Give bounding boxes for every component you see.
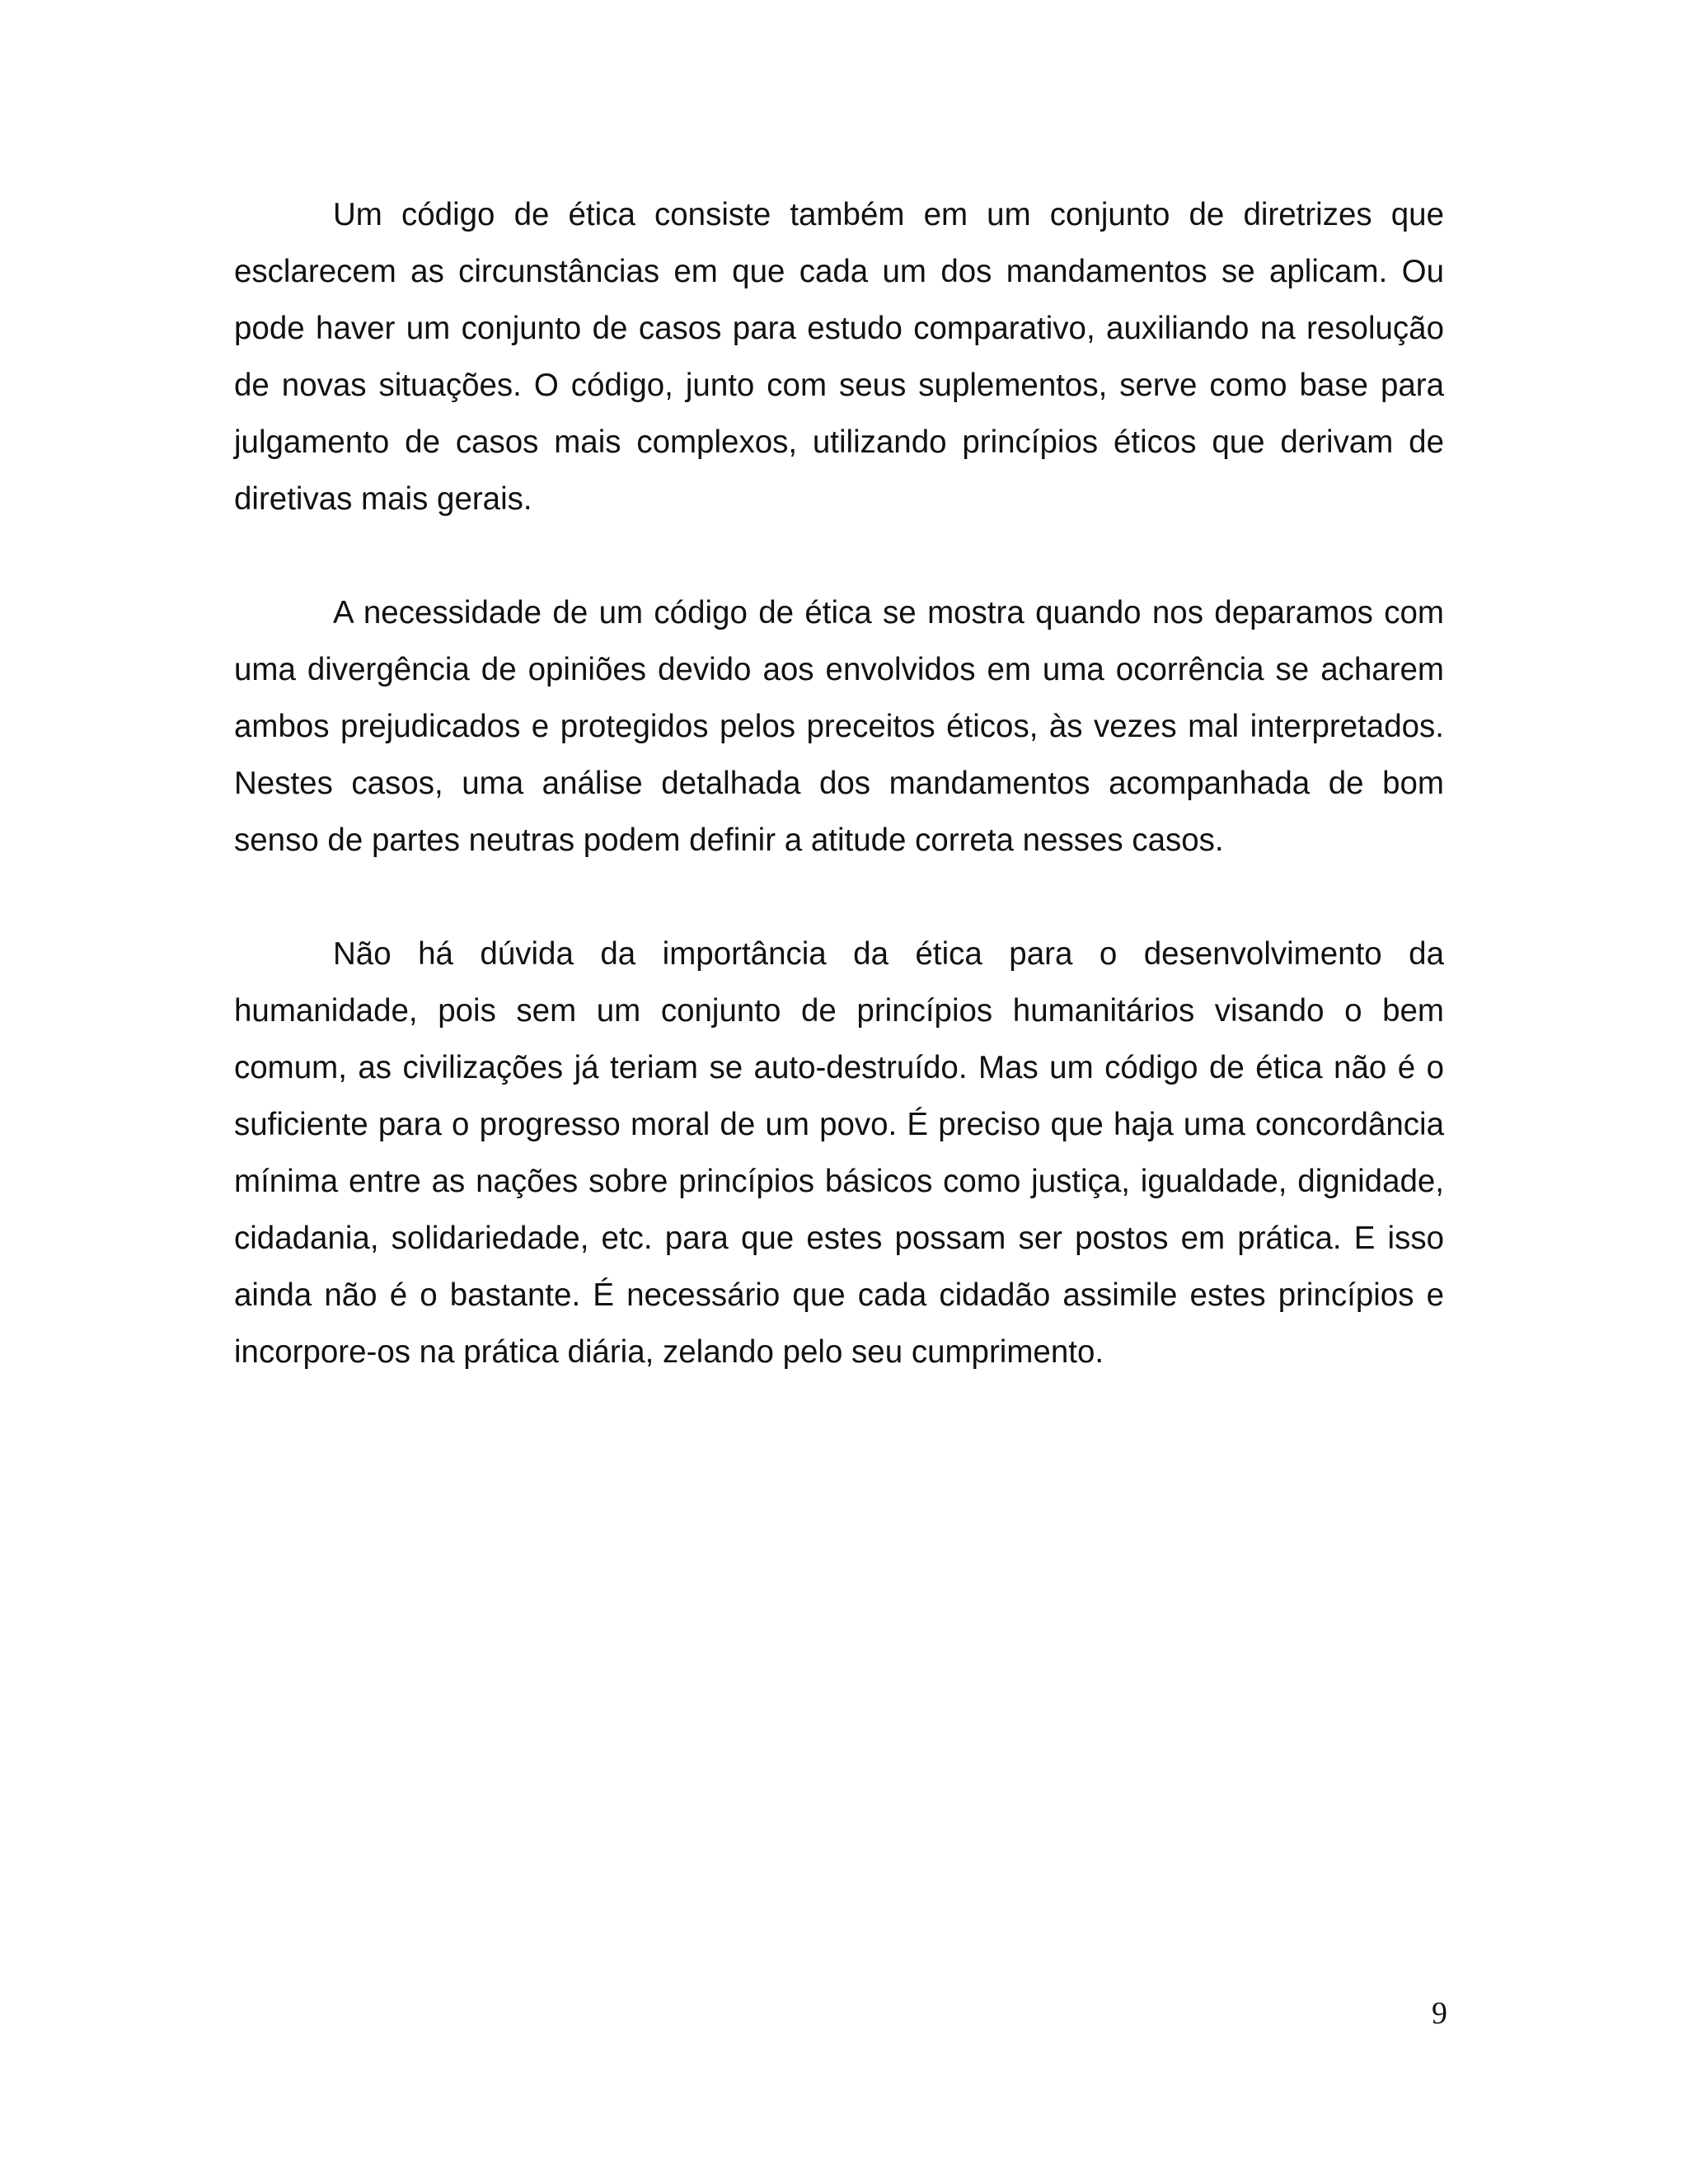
- paragraph-1: Um código de ética consiste também em um conjunto de diretrizes que esclarecem as circunstâncias em que cada um dos mandamentos se aplicam. Ou pode haver um conjunto de casos para estudo comparativo, auxiliando na resolução de novas situações. O código, junto com seus suplementos, serve como base para julgamento de casos mais complexos, utilizando princípios éticos que derivam de diretivas mais gerais.: [234, 197, 1444, 517]
- paragraph-3: Não há dúvida da importância da ética para o desenvolvimento da humanidade, pois sem um conjunto de princípios humanitários visando o bem comum, as civilizações já teriam se auto-destruído. Mas um código de ética não é o suficiente para o progresso moral de um povo. É preciso que haja uma concordância mínima entre as nações sobre princípios básicos como justiça, igualdade, dignidade, cidadania, solidariedade, etc. para que estes possam ser postos em prática. E isso ainda não é o bastante. É necessário que cada cidadão assimile estes princípios e incorpore-os na prática diária, zelando pelo seu cumprimento.: [234, 936, 1444, 1370]
- page-number: 9: [1432, 1996, 1447, 2031]
- body-text: [234, 186, 1444, 1437]
- paragraph-2: A necessidade de um código de ética se mostra quando nos deparamos com uma divergência de opiniões devido aos envolvidos em uma ocorrência se acharem ambos prejudicados e protegidos pelos preceitos éticos, às vezes mal interpretados. Nestes casos, uma análise detalhada dos mandamentos acompanhada de bom senso de partes neutras podem definir a atitude correta nesses casos.: [234, 595, 1444, 858]
